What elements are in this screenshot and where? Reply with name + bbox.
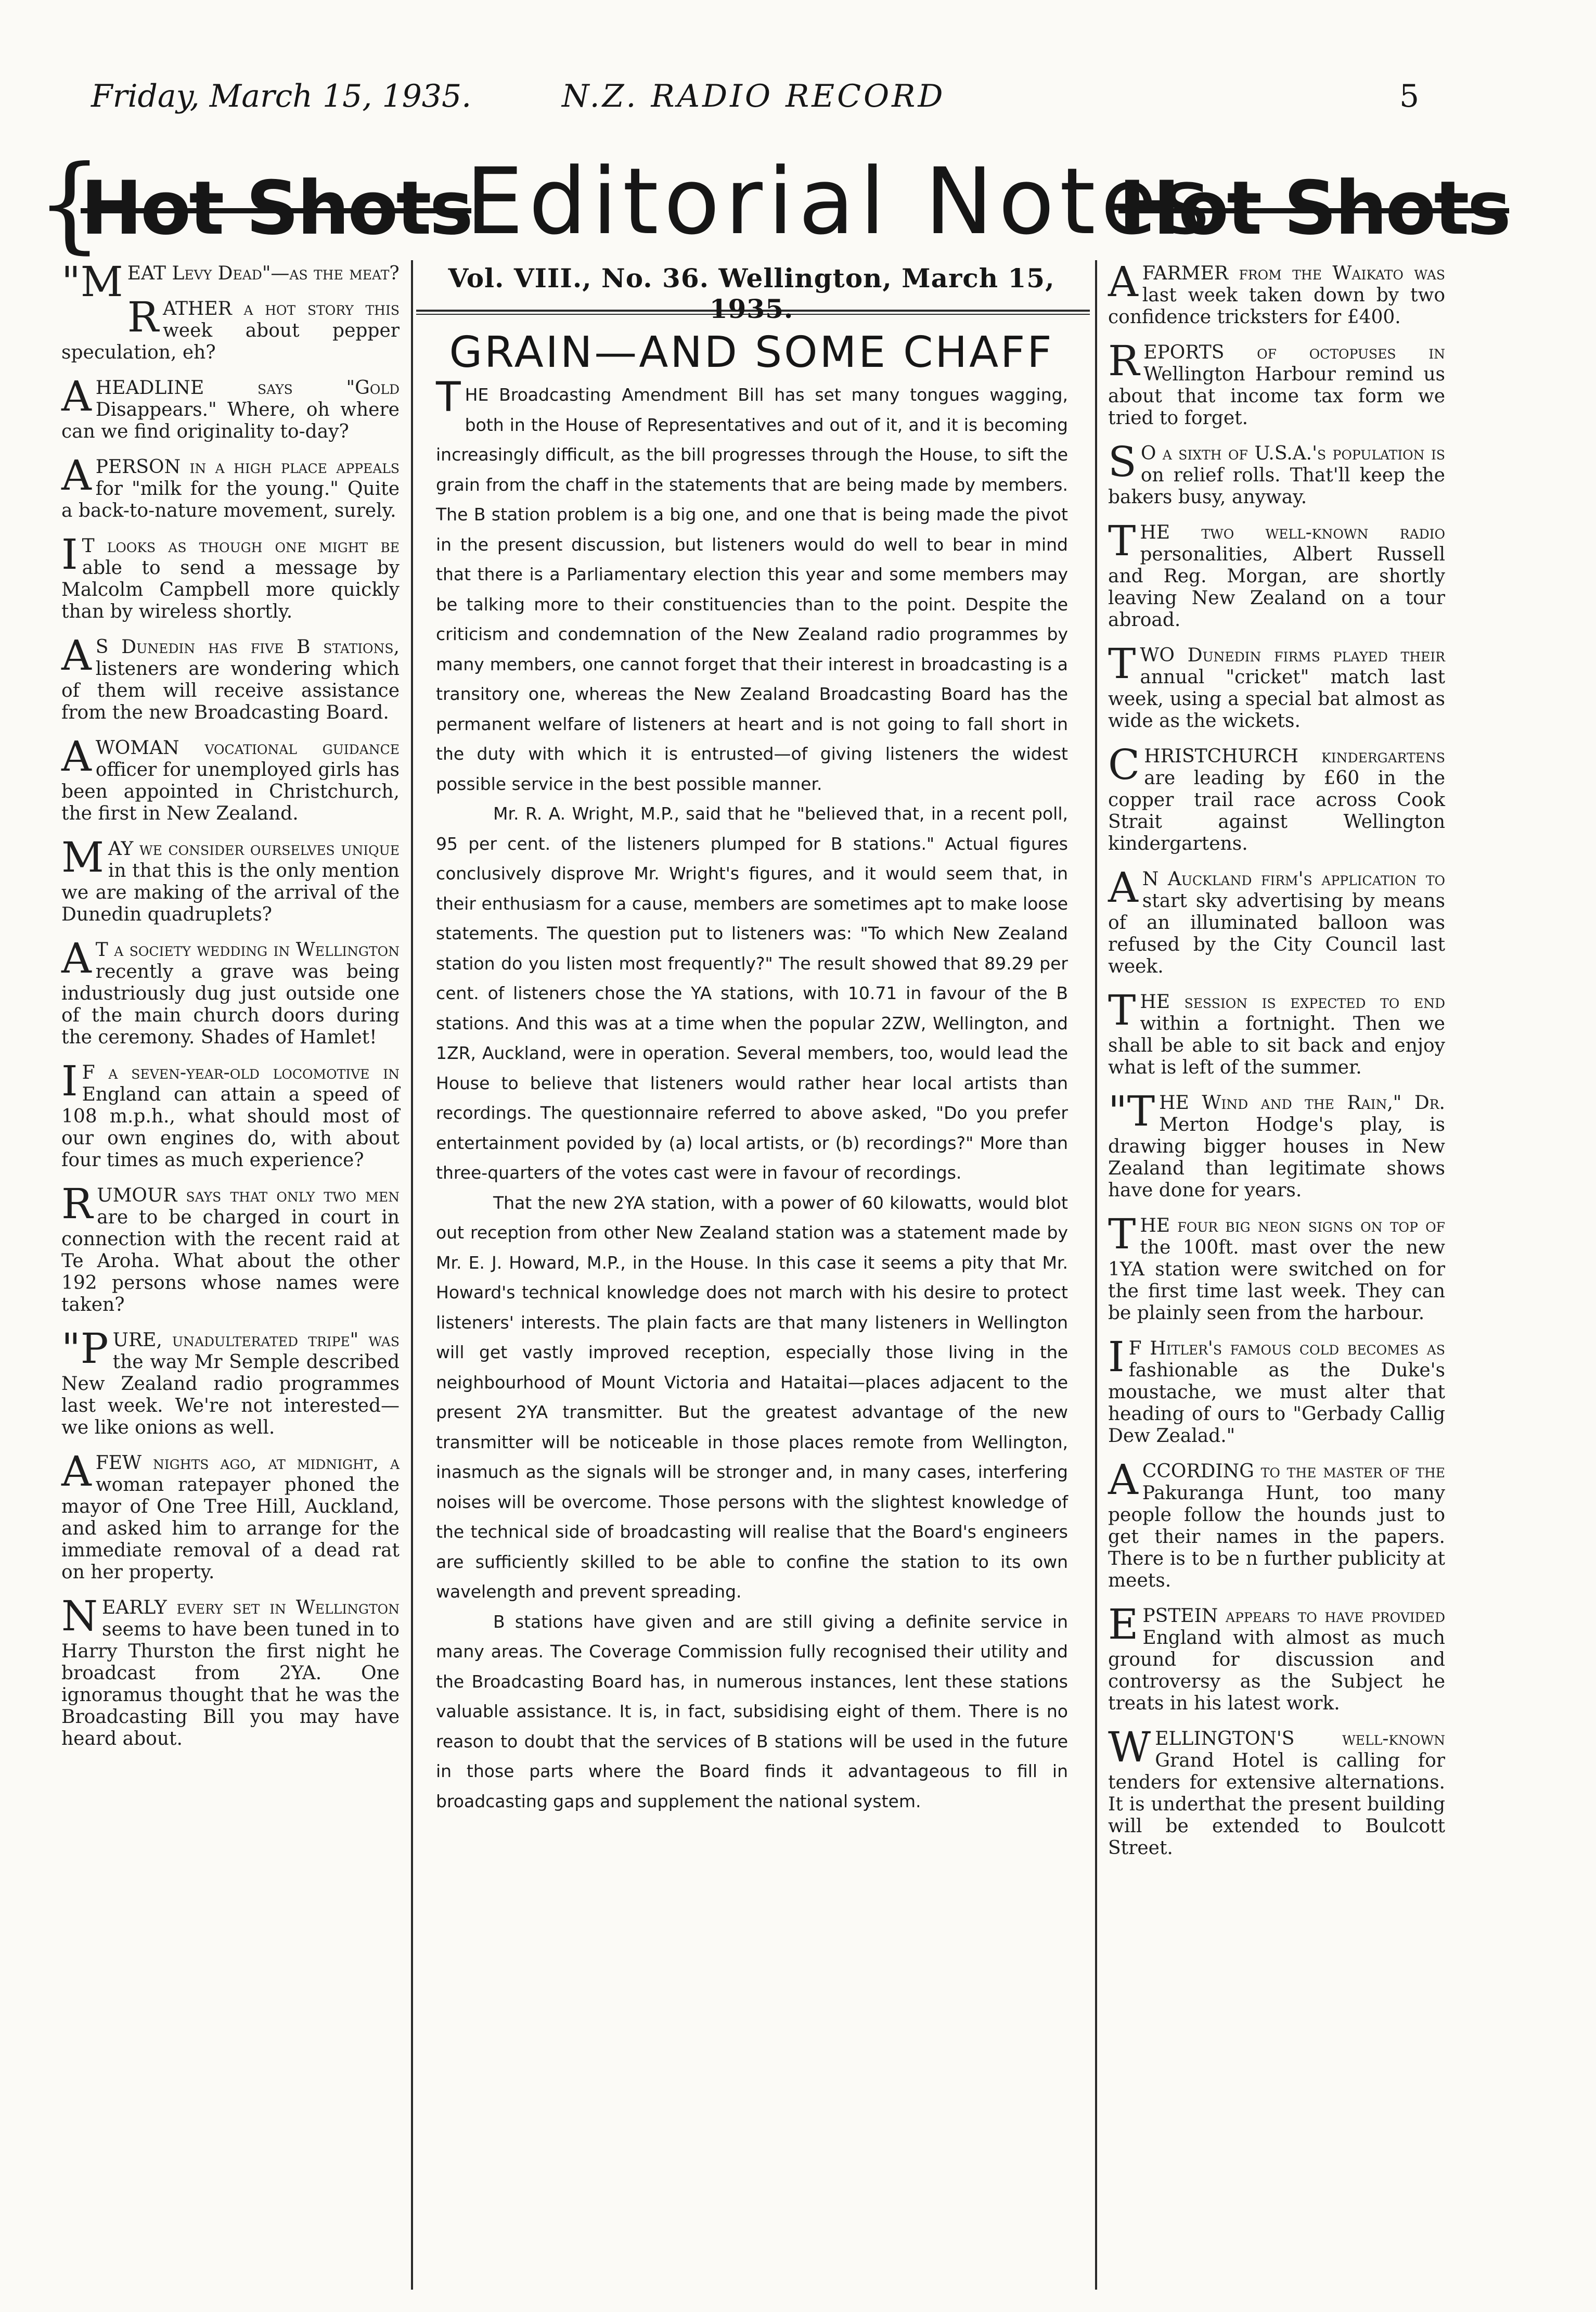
hot-shot-item: AS Dunedin has five B stations, listeners are wondering which of them will receive assistance from the new Broadcasting Board. xyxy=(61,631,400,723)
hot-shots-right-heading: Hot Shots xyxy=(1118,165,1510,251)
hot-shot-item: ACCORDING to the master of the Pakuranga Hunt, too many people follow the hounds just to get their names in the papers. There is to be n further publicity at meets. xyxy=(1108,1455,1445,1591)
left-column-rule xyxy=(411,260,413,2290)
hot-shots-left-column xyxy=(61,258,400,1764)
hot-shots-left-heading: Hot Shots xyxy=(81,165,472,251)
hot-shot-item: EPSTEIN appears to have provided England with almost as much ground for discussion and controversy as the Subject he treats in his latest work. xyxy=(1108,1600,1445,1714)
hot-shot-item: MAY we consider ourselves unique in that this is the only mention we are making of the arrival of the Dunedin quadruplets? xyxy=(61,833,400,925)
article-paragraph: Mr. R. A. Wright, M.P., said that he "believed that, in a recent poll, 95 per cent. of the listeners plumped for B stations." Actual figures conclusively disprove Mr. Wright's figures, and it would seem that, in their enthusiasm for a cause, members are sometimes apt to make loose statements. The question put to listeners was: "To which New Zealand station do you listen most frequently?" The result showed that 89.29 per cent. of listeners chose the YA stations, with 10.71 in favour of the B stations. And this was at a time when the popular 2ZW, Wellington, and 1ZR, Auckland, were in operation. Several members, too, would lead the House to believe that listeners would rather hear local artists than recordings. The questionnaire referred to above asked, "Do you prefer entertainment povided by (a) local artists, or (b) recordings?" More than three-quarters of the votes cast were in favour of recordings. xyxy=(436,803,1068,1183)
editorial-headline: GRAIN—AND SOME CHAFF xyxy=(449,328,1054,377)
hot-shot-item: THE session is expected to end within a fortnight. Then we shall be able to sit back and enjoy what is left of the summer. xyxy=(1108,986,1445,1078)
hot-shots-right-column xyxy=(1108,258,1445,1873)
hot-shot-item: AHEADLINE says "Gold Disappears." Where, oh where can we find originality to-day? xyxy=(61,372,400,442)
hot-shot-item: AFEW nights ago, at midnight, a woman ratepayer phoned the mayor of One Tree Hill, Auckland, and asked him to arrange for the immediate removal of a dead rat on her property. xyxy=(61,1447,400,1583)
hot-shot-item: IF Hitler's famous cold becomes as fashionable as the Duke's moustache, we must alter that heading of ours to "Gerbady Callig Dew Zealad." xyxy=(1108,1333,1445,1447)
article-paragraph: That the new 2YA station, with a power of 60 kilowatts, would blot out reception from other New Zealand station was a statement made by Mr. E. J. Howard, M.P., in the House. In this case it seems a pity that Mr. Howard's technical knowledge does not march with his desire to protect listeners' interests. The plain facts are that many listeners in Wellington will get vastly improved reception, especially those living in the neighbourhood of Mount Victoria and Hataitai—places adjacent to the present 2YA transmitter. But the greatest advantage of the new transmitter will be noticeable in those places remote from Wellington, inasmuch as the signals will be stronger and, in many cases, interfering noises will be overcome. Those persons with the slightest knowledge of the technical side of broadcasting will realise that the Board's engineers are sufficiently skilled to be able to confine the station to its own wavelength and prevent spreading. xyxy=(436,1192,1068,1602)
hot-shot-item: THE two well-known radio personalities, Albert Russell and Reg. Morgan, are shortly leaving New Zealand on a tour abroad. xyxy=(1108,517,1445,631)
decorative-brace: { xyxy=(36,143,103,264)
article-paragraph: B stations have given and are still giving a definite service in many areas. The Coverage Commission fully recognised their utility and the Broadcasting Board has, in numerous instances, lent these stations valuable assistance. It is, in fact, subsidising eight of them. There is no reason to doubt that the services of B stations will be used in the future in those parts where the Board finds it advantageous to fill in broadcasting gaps and supplement the national system. xyxy=(436,1611,1068,1811)
hot-shot-item: AFARMER from the Waikato was last week taken down by two confidence tricksters for £400. xyxy=(1108,258,1445,328)
hot-shot-item: SO a sixth of U.S.A.'s population is on relief rolls. That'll keep the bakers busy, anyway. xyxy=(1108,438,1445,508)
hot-shot-item: AWOMAN vocational guidance officer for unemployed girls has been appointed in Christchurch, the first in New Zealand. xyxy=(61,732,400,824)
hot-shot-item: REPORTS of octopuses in Wellington Harbour remind us about that income tax form we tried to forget. xyxy=(1108,337,1445,429)
hot-shot-item: "MEAT Levy Dead"—as the meat? xyxy=(61,258,400,306)
issue-date: Friday, March 15, 1935. xyxy=(91,78,472,114)
hot-shot-item: NEARLY every set in Wellington seems to have been tuned in to Harry Thurston the first night he broadcast from 2YA. One ignoramus thought that he was the Broadcasting Bill you may have heard about. xyxy=(61,1592,400,1749)
hot-shot-item: IT looks as though one might be able to send a message by Malcolm Campbell more quickly than by wireless shortly. xyxy=(61,530,400,622)
hot-shot-item: THE four big neon signs on top of the 100ft. mast over the new 1YA station were switched on for the first time last week. They can be plainly seen from the harbour. xyxy=(1108,1210,1445,1324)
article-paragraph: THE Broadcasting Amendment Bill has set many tongues wagging, both in the House of Representatives and out of it, and it is becoming increasingly difficult, as the bill progresses through the House, to sift the grain from the chaff in the statements that are being made by members. The B station problem is a big one, and one that is being made the pivot in the present discussion, but listeners would do well to bear in mind that there is a Parliamentary election this year and some members may be talking more to their constituencies than to the point. Despite the criticism and condemnation of the New Zealand radio programmes by many members, one cannot forget that their interest in broadcasting is a transitory one, whereas the New Zealand Broadcasting Board has the permanent welfare of listeners at heart and is not going to fall short in the duty with which it is entrusted—of giving listeners the widest possible service in the best possible manner. xyxy=(436,374,1068,794)
publication-title: N.Z. RADIO RECORD xyxy=(562,78,946,114)
hot-shot-item: "PURE, unadulterated tripe" was the way Mr Semple described New Zealand radio programmes last week. We're not interested—we like onions as well. xyxy=(61,1324,400,1438)
right-column-rule xyxy=(1095,260,1097,2290)
hot-shot-item: WELLINGTON'S well-known Grand Hotel is calling for tenders for extensive alternations. It is underthat the present building will be extended to Boulcott Street. xyxy=(1108,1723,1445,1859)
hot-shot-item: "THE Wind and the Rain," Dr. Merton Hodge's play, is drawing bigger houses in New Zealand than legitimate shows have done for years. xyxy=(1108,1087,1445,1201)
volume-line: Vol. VIII., No. 36. Wellington, March 15, 1935. xyxy=(448,263,1055,324)
hot-shot-item: RUMOUR says that only two men are to be charged in court in connection with the recent raid at Te Aroha. What about the other 192 persons whose names were taken? xyxy=(61,1180,400,1315)
hot-shot-item: IF a seven-year-old locomotive in England can attain a speed of 108 m.p.h., what should most of our own engines do, with about four times as much experience? xyxy=(61,1057,400,1171)
editorial-article xyxy=(436,374,1068,1816)
hot-shot-item: RATHER a hot story this week about pepper speculation, eh? xyxy=(61,293,400,363)
hot-shot-item: AN Auckland firm's application to start sky advertising by means of an illuminated balloon was refused by the City Council last week. xyxy=(1108,863,1445,977)
hot-shot-item: APERSON in a high place appeals for "milk for the young." Quite a back-to-nature movement, surely. xyxy=(61,451,400,521)
hot-shot-item: AT a society wedding in Wellington recently a grave was being industriously dug just outside one of the main church doors during the ceremony. Shades of Hamlet! xyxy=(61,934,400,1048)
hot-shot-item: CHRISTCHURCH kindergartens are leading by £60 in the copper trail race across Cook Strait against Wellington kindergartens. xyxy=(1108,740,1445,854)
page-number: 5 xyxy=(1399,78,1420,114)
editorial-notes-heading: Editorial Notes xyxy=(466,148,1215,255)
hot-shot-item: TWO Dunedin firms played their annual "cricket" match last week, using a special bat almost as wide as the wickets. xyxy=(1108,640,1445,732)
